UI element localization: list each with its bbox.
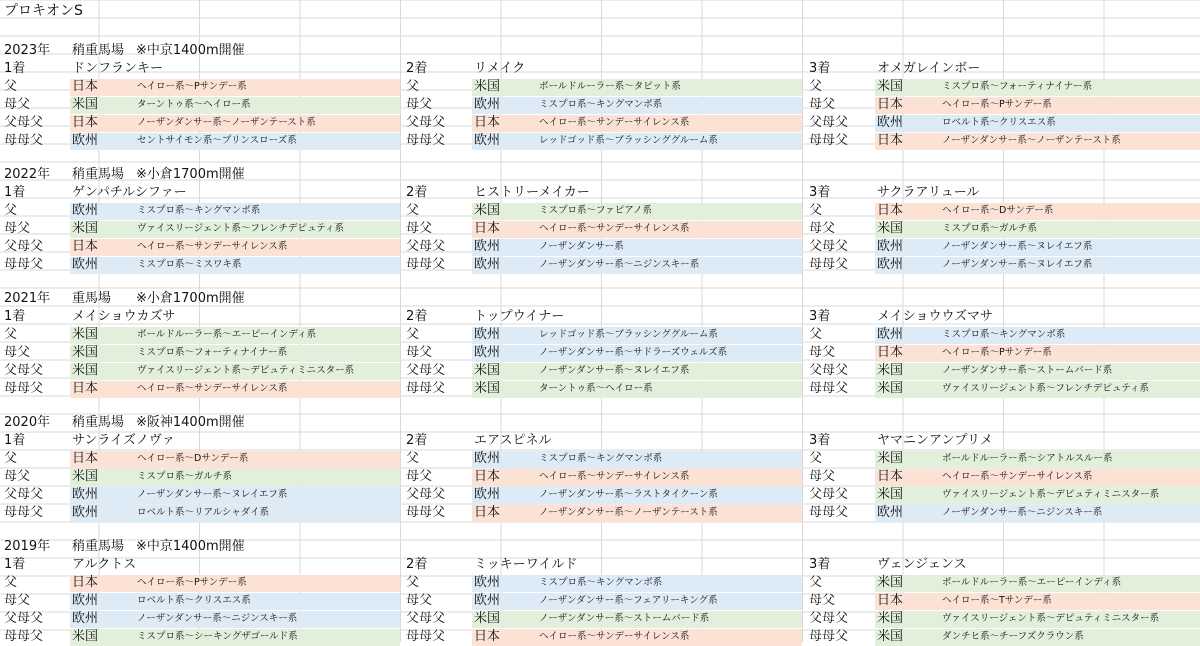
horse-name[interactable]: オメガレインボー xyxy=(877,61,981,76)
place-label[interactable]: 3着 xyxy=(809,433,831,448)
region-cell[interactable]: 米国 xyxy=(877,381,904,396)
region-cell[interactable]: 欧州 xyxy=(72,505,99,520)
sire-line-cell[interactable]: ミスプロ系～キングマンボ系 xyxy=(539,453,663,464)
pedigree-row-label[interactable]: 父 xyxy=(809,203,823,218)
region-cell[interactable]: 欧州 xyxy=(877,257,904,272)
pedigree-row-label[interactable]: 父母父 xyxy=(4,115,44,130)
region-cell[interactable]: 米国 xyxy=(474,363,501,378)
sire-line-cell[interactable]: ボールドルーラー系～エーピーインディ系 xyxy=(137,329,317,340)
place-label[interactable]: 2着 xyxy=(406,309,428,324)
pedigree-row-label[interactable]: 母父 xyxy=(809,593,836,608)
horse-name[interactable]: サクラアリュール xyxy=(877,185,980,200)
sire-line-cell[interactable]: ロベルト系～クリスエス系 xyxy=(137,595,251,606)
sire-line-cell[interactable]: ノーザンダンサー系～ノーザンテースト系 xyxy=(539,507,718,518)
sire-line-cell[interactable]: ヴァイスリージェント系～フレンチデピュティ系 xyxy=(942,383,1150,394)
region-cell[interactable]: 日本 xyxy=(877,345,904,360)
pedigree-row-label[interactable]: 父 xyxy=(809,451,823,466)
venue-note[interactable]: ※阪神1400m開催 xyxy=(136,415,245,430)
track-condition[interactable]: 重馬場 xyxy=(72,291,112,306)
sire-line-cell[interactable]: ヘイロー系～サンデーサイレンス系 xyxy=(539,223,690,234)
pedigree-row-label[interactable]: 父 xyxy=(809,575,823,590)
pedigree-row-label[interactable]: 母父 xyxy=(4,593,31,608)
pedigree-row-label[interactable]: 母父 xyxy=(406,221,433,236)
sire-line-cell[interactable]: ミスプロ系～ガルチ系 xyxy=(137,471,233,482)
pedigree-row-label[interactable]: 母母父 xyxy=(406,629,446,644)
region-cell[interactable]: 日本 xyxy=(72,239,99,254)
region-cell[interactable]: 欧州 xyxy=(72,611,99,626)
region-cell[interactable]: 米国 xyxy=(877,221,904,236)
region-cell[interactable]: 欧州 xyxy=(877,327,904,342)
sire-line-cell[interactable]: ヘイロー系～サンデーサイレンス系 xyxy=(539,471,690,482)
pedigree-row-label[interactable]: 母父 xyxy=(809,97,836,112)
track-condition[interactable]: 稍重馬場 xyxy=(72,43,125,58)
sire-line-cell[interactable]: ヴァイスリージェント系～デピュティミニスター系 xyxy=(942,489,1160,500)
pedigree-row-label[interactable]: 母父 xyxy=(4,345,31,360)
sire-line-cell[interactable]: ミスプロ系～キングマンボ系 xyxy=(539,99,663,110)
sire-line-cell[interactable]: ヴァイスリージェント系～フレンチデピュティ系 xyxy=(137,223,345,234)
track-condition[interactable]: 稍重馬場 xyxy=(72,167,125,182)
pedigree-row-label[interactable]: 母母父 xyxy=(406,133,446,148)
sire-line-cell[interactable]: ヘイロー系～Pサンデー系 xyxy=(137,81,247,92)
place-label[interactable]: 1着 xyxy=(4,557,26,572)
venue-note[interactable]: ※小倉1700m開催 xyxy=(136,291,245,306)
sire-line-cell[interactable]: ノーザンダンサー系～ノーザンテースト系 xyxy=(942,135,1121,146)
sire-line-cell[interactable]: ヘイロー系～Dサンデー系 xyxy=(942,205,1054,216)
sire-line-cell[interactable]: ノーザンダンサー系～ヌレイエフ系 xyxy=(137,489,288,500)
sire-line-cell[interactable]: ノーザンダンサー系～ラストタイクーン系 xyxy=(539,489,718,500)
horse-name[interactable]: サンライズノヴァ xyxy=(72,433,175,448)
year-label[interactable]: 2022年 xyxy=(4,167,51,182)
pedigree-row-label[interactable]: 父 xyxy=(809,327,823,342)
pedigree-row-label[interactable]: 父 xyxy=(406,327,420,342)
track-condition[interactable]: 稍重馬場 xyxy=(72,539,125,554)
year-label[interactable]: 2023年 xyxy=(4,43,51,58)
region-cell[interactable]: 欧州 xyxy=(877,115,904,130)
horse-name[interactable]: ミッキーワイルド xyxy=(474,557,578,572)
horse-name[interactable]: リメイク xyxy=(474,61,526,76)
region-cell[interactable]: 欧州 xyxy=(474,327,501,342)
horse-name[interactable]: ヴェンジェンス xyxy=(877,557,967,572)
sire-line-cell[interactable]: ノーザンダンサー系～ヌレイエフ系 xyxy=(942,241,1093,252)
pedigree-row-label[interactable]: 母父 xyxy=(406,97,433,112)
horse-name[interactable]: ドンフランキー xyxy=(72,61,164,76)
region-cell[interactable]: 日本 xyxy=(877,133,904,148)
pedigree-row-label[interactable]: 父母父 xyxy=(809,487,849,502)
horse-name[interactable]: ヤマニンアンプリメ xyxy=(877,433,993,448)
sire-line-cell[interactable]: ボールドルーラー系～シアトルスルー系 xyxy=(942,453,1113,464)
sire-line-cell[interactable]: ノーザンダンサー系～ヌレイエフ系 xyxy=(539,365,690,376)
place-label[interactable]: 3着 xyxy=(809,185,831,200)
region-cell[interactable]: 欧州 xyxy=(474,345,501,360)
place-label[interactable]: 3着 xyxy=(809,557,831,572)
sire-line-cell[interactable]: ミスプロ系～シーキングザゴールド系 xyxy=(137,631,298,642)
region-cell[interactable]: 欧州 xyxy=(72,593,99,608)
pedigree-row-label[interactable]: 父母父 xyxy=(809,611,849,626)
year-label[interactable]: 2019年 xyxy=(4,539,51,554)
pedigree-row-label[interactable]: 父 xyxy=(4,79,18,94)
pedigree-row-label[interactable]: 母父 xyxy=(4,221,31,236)
region-cell[interactable]: 欧州 xyxy=(474,133,501,148)
sire-line-cell[interactable]: ロベルト系～リアルシャダイ系 xyxy=(137,507,270,518)
sire-line-cell[interactable]: ミスプロ系～キングマンボ系 xyxy=(539,577,663,588)
sire-line-cell[interactable]: ヘイロー系～サンデーサイレンス系 xyxy=(539,117,690,128)
pedigree-row-label[interactable]: 父母父 xyxy=(406,363,446,378)
horse-name[interactable]: ゲンパチルシファー xyxy=(72,185,187,200)
sire-line-cell[interactable]: ミスプロ系～キングマンボ系 xyxy=(942,329,1066,340)
sire-line-cell[interactable]: ヘイロー系～サンデーサイレンス系 xyxy=(137,241,288,252)
pedigree-row-label[interactable]: 父 xyxy=(406,203,420,218)
place-label[interactable]: 2着 xyxy=(406,557,428,572)
region-cell[interactable]: 日本 xyxy=(72,451,99,466)
region-color-band xyxy=(875,221,1200,238)
sire-line-cell[interactable]: ヘイロー系～Pサンデー系 xyxy=(942,347,1052,358)
pedigree-row-label[interactable]: 父母父 xyxy=(4,363,44,378)
sire-line-cell[interactable]: ヘイロー系～Tサンデー系 xyxy=(942,595,1052,606)
place-label[interactable]: 3着 xyxy=(809,61,831,76)
horse-name[interactable]: エアスピネル xyxy=(474,433,552,448)
sire-line-cell[interactable]: ボールドルーラー系～タピット系 xyxy=(539,81,681,92)
place-label[interactable]: 2着 xyxy=(406,185,428,200)
sire-line-cell[interactable]: ヘイロー系～Dサンデー系 xyxy=(137,453,249,464)
place-label[interactable]: 1着 xyxy=(4,309,26,324)
region-cell[interactable]: 欧州 xyxy=(72,203,99,218)
sire-line-cell[interactable]: ヴァイスリージェント系～デピュティミニスター系 xyxy=(137,365,355,376)
pedigree-row-label[interactable]: 母母父 xyxy=(406,381,446,396)
region-cell[interactable]: 米国 xyxy=(877,611,904,626)
sire-line-cell[interactable]: ノーザンダンサー系 xyxy=(539,241,624,252)
pedigree-row-label[interactable]: 父 xyxy=(4,451,18,466)
region-cell[interactable]: 米国 xyxy=(72,363,99,378)
region-cell[interactable]: 欧州 xyxy=(474,451,501,466)
region-cell[interactable]: 欧州 xyxy=(474,97,501,112)
sire-line-cell[interactable]: ボールドルーラー系～エーピーインディ系 xyxy=(942,577,1122,588)
place-label[interactable]: 1着 xyxy=(4,61,26,76)
venue-note[interactable]: ※中京1400m開催 xyxy=(136,43,245,58)
pedigree-row-label[interactable]: 父 xyxy=(4,327,18,342)
region-cell[interactable]: 米国 xyxy=(877,451,904,466)
region-cell[interactable]: 米国 xyxy=(72,469,99,484)
region-cell[interactable]: 日本 xyxy=(72,79,99,94)
sire-line-cell[interactable]: レッドゴッド系～ブラッシンググルーム系 xyxy=(539,329,718,340)
pedigree-row-label[interactable]: 父 xyxy=(406,451,420,466)
pedigree-row-label[interactable]: 父母父 xyxy=(4,487,44,502)
sire-line-cell[interactable]: レッドゴッド系～ブラッシンググルーム系 xyxy=(539,135,718,146)
venue-note[interactable]: ※小倉1700m開催 xyxy=(136,167,245,182)
sire-line-cell[interactable]: ノーザンダンサー系～ニジンスキー系 xyxy=(137,613,298,624)
region-cell[interactable]: 日本 xyxy=(72,575,99,590)
region-cell[interactable]: 米国 xyxy=(72,97,99,112)
region-cell[interactable]: 欧州 xyxy=(474,487,501,502)
region-cell[interactable]: 欧州 xyxy=(877,239,904,254)
sire-line-cell[interactable]: ダンチヒ系～チーフズクラウン系 xyxy=(942,631,1084,642)
sire-line-cell[interactable]: ターントゥ系～ヘイロー系 xyxy=(137,99,251,110)
region-color-band xyxy=(472,239,802,256)
region-cell[interactable]: 米国 xyxy=(72,327,99,342)
sire-line-cell[interactable]: ヘイロー系～サンデーサイレンス系 xyxy=(137,383,288,394)
pedigree-row-label[interactable]: 母母父 xyxy=(809,629,849,644)
pedigree-row-label[interactable]: 父 xyxy=(406,575,420,590)
pedigree-row-label[interactable]: 父 xyxy=(4,203,18,218)
pedigree-row-label[interactable]: 母母父 xyxy=(4,133,44,148)
region-cell[interactable]: 日本 xyxy=(474,115,501,130)
region-cell[interactable]: 日本 xyxy=(72,381,99,396)
region-cell[interactable]: 欧州 xyxy=(72,133,99,148)
year-label[interactable]: 2020年 xyxy=(4,415,51,430)
pedigree-row-label[interactable]: 父母父 xyxy=(406,487,446,502)
horse-name[interactable]: アルクトス xyxy=(72,557,137,572)
pedigree-row-label[interactable]: 母父 xyxy=(406,345,433,360)
region-cell[interactable]: 欧州 xyxy=(72,257,99,272)
region-cell[interactable]: 欧州 xyxy=(474,575,501,590)
region-cell[interactable]: 日本 xyxy=(474,469,501,484)
track-condition[interactable]: 稍重馬場 xyxy=(72,415,125,430)
region-cell[interactable]: 日本 xyxy=(877,469,904,484)
place-label[interactable]: 1着 xyxy=(4,185,26,200)
pedigree-row-label[interactable]: 母母父 xyxy=(4,629,44,644)
pedigree-row-label[interactable]: 母父 xyxy=(809,345,836,360)
region-cell[interactable]: 日本 xyxy=(474,629,501,644)
pedigree-row-label[interactable]: 母父 xyxy=(406,469,433,484)
region-cell[interactable]: 欧州 xyxy=(877,505,904,520)
region-cell[interactable]: 米国 xyxy=(474,203,501,218)
pedigree-row-label[interactable]: 母父 xyxy=(4,97,31,112)
sire-line-cell[interactable]: ロベルト系～クリスエス系 xyxy=(942,117,1056,128)
sire-line-cell[interactable]: ノーザンダンサー系～ニジンスキー系 xyxy=(942,507,1103,518)
region-cell[interactable]: 米国 xyxy=(877,79,904,94)
horse-name[interactable]: ヒストリーメイカー xyxy=(474,185,590,200)
pedigree-row-label[interactable]: 父母父 xyxy=(406,115,446,130)
region-cell[interactable]: 日本 xyxy=(877,593,904,608)
horse-name[interactable]: トップウイナー xyxy=(474,309,565,324)
region-cell[interactable]: 日本 xyxy=(877,97,904,112)
sheet-title[interactable]: プロキオンS xyxy=(4,3,83,19)
pedigree-row-label[interactable]: 母母父 xyxy=(4,257,44,272)
pedigree-row-label[interactable]: 父母父 xyxy=(809,239,849,254)
sire-line-cell[interactable]: ミスプロ系～フォーティナイナー系 xyxy=(942,81,1093,92)
pedigree-row-label[interactable]: 母父 xyxy=(809,469,836,484)
region-cell[interactable]: 日本 xyxy=(474,221,501,236)
region-color-band xyxy=(70,469,400,486)
pedigree-row-label[interactable]: 母母父 xyxy=(406,257,446,272)
sire-line-cell[interactable]: ノーザンダンサー系～ストームバード系 xyxy=(539,613,710,624)
pedigree-row-label[interactable]: 母母父 xyxy=(809,257,849,272)
region-cell[interactable]: 米国 xyxy=(72,345,99,360)
place-label[interactable]: 2着 xyxy=(406,61,428,76)
region-cell[interactable]: 米国 xyxy=(877,487,904,502)
place-label[interactable]: 2着 xyxy=(406,433,428,448)
pedigree-row-label[interactable]: 母母父 xyxy=(809,381,849,396)
sire-line-cell[interactable]: ノーザンダンサー系～ストームバード系 xyxy=(942,365,1113,376)
place-label[interactable]: 1着 xyxy=(4,433,26,448)
region-cell[interactable]: 米国 xyxy=(72,221,99,236)
region-cell[interactable]: 日本 xyxy=(474,505,501,520)
pedigree-row-label[interactable]: 母父 xyxy=(4,469,31,484)
pedigree-row-label[interactable]: 父 xyxy=(4,575,18,590)
year-label[interactable]: 2021年 xyxy=(4,291,51,306)
sire-line-cell[interactable]: ミスプロ系～キングマンボ系 xyxy=(137,205,261,216)
pedigree-row-label[interactable]: 母母父 xyxy=(4,381,44,396)
sire-line-cell[interactable]: ヴァイスリージェント系～デピュティミニスター系 xyxy=(942,613,1160,624)
pedigree-row-label[interactable]: 父母父 xyxy=(809,363,849,378)
horse-name[interactable]: メイショウカズサ xyxy=(72,309,176,324)
horse-name[interactable]: メイショウウズマサ xyxy=(877,309,993,324)
pedigree-row-label[interactable]: 母母父 xyxy=(406,505,446,520)
region-cell[interactable]: 欧州 xyxy=(72,487,99,502)
pedigree-row-label[interactable]: 父 xyxy=(809,79,823,94)
venue-note[interactable]: ※中京1400m開催 xyxy=(136,539,245,554)
sire-line-cell[interactable]: ヘイロー系～サンデーサイレンス系 xyxy=(942,471,1093,482)
region-cell[interactable]: 米国 xyxy=(877,629,904,644)
sire-line-cell[interactable]: ノーザンダンサー系～ヌレイエフ系 xyxy=(942,259,1093,270)
sire-line-cell[interactable]: ヘイロー系～サンデーサイレンス系 xyxy=(539,631,690,642)
sire-line-cell[interactable]: ノーザンダンサー系～ニジンスキー系 xyxy=(539,259,700,270)
pedigree-row-label[interactable]: 母母父 xyxy=(809,133,849,148)
region-cell[interactable]: 欧州 xyxy=(474,257,501,272)
sire-line-cell[interactable]: セントサイモン系～プリンスローズ系 xyxy=(137,135,297,146)
pedigree-row-label[interactable]: 母父 xyxy=(809,221,836,236)
region-cell[interactable]: 米国 xyxy=(72,629,99,644)
pedigree-row-label[interactable]: 父母父 xyxy=(4,239,44,254)
region-cell[interactable]: 米国 xyxy=(877,575,904,590)
pedigree-row-label[interactable]: 父母父 xyxy=(406,611,446,626)
sire-line-cell[interactable]: ミスプロ系～ファピアノ系 xyxy=(539,205,653,216)
region-cell[interactable]: 米国 xyxy=(474,381,501,396)
region-cell[interactable]: 欧州 xyxy=(474,239,501,254)
pedigree-row-label[interactable]: 母父 xyxy=(406,593,433,608)
sire-line-cell[interactable]: ターントゥ系～ヘイロー系 xyxy=(539,383,653,394)
pedigree-row-label[interactable]: 父母父 xyxy=(809,115,849,130)
sire-line-cell[interactable]: ノーザンダンサー系～ノーザンテースト系 xyxy=(137,117,316,128)
sire-line-cell[interactable]: ノーザンダンサー系～サドラーズウェルズ系 xyxy=(539,347,728,358)
pedigree-row-label[interactable]: 父 xyxy=(406,79,420,94)
region-cell[interactable]: 日本 xyxy=(877,203,904,218)
sire-line-cell[interactable]: ミスプロ系～ガルチ系 xyxy=(942,223,1038,234)
sire-line-cell[interactable]: ヘイロー系～Pサンデー系 xyxy=(137,577,247,588)
sire-line-cell[interactable]: ミスプロ系～フォーティナイナー系 xyxy=(137,347,288,358)
region-cell[interactable]: 日本 xyxy=(72,115,99,130)
place-label[interactable]: 3着 xyxy=(809,309,831,324)
region-cell[interactable]: 欧州 xyxy=(474,593,501,608)
pedigree-row-label[interactable]: 母母父 xyxy=(809,505,849,520)
pedigree-row-label[interactable]: 父母父 xyxy=(406,239,446,254)
region-cell[interactable]: 米国 xyxy=(474,79,501,94)
pedigree-row-label[interactable]: 母母父 xyxy=(4,505,44,520)
sire-line-cell[interactable]: ノーザンダンサー系～フェアリーキング系 xyxy=(539,595,718,606)
region-cell[interactable]: 米国 xyxy=(474,611,501,626)
sire-line-cell[interactable]: ミスプロ系～ミスワキ系 xyxy=(137,259,242,270)
pedigree-row-label[interactable]: 父母父 xyxy=(4,611,44,626)
region-cell[interactable]: 米国 xyxy=(877,363,904,378)
sire-line-cell[interactable]: ヘイロー系～Pサンデー系 xyxy=(942,99,1052,110)
